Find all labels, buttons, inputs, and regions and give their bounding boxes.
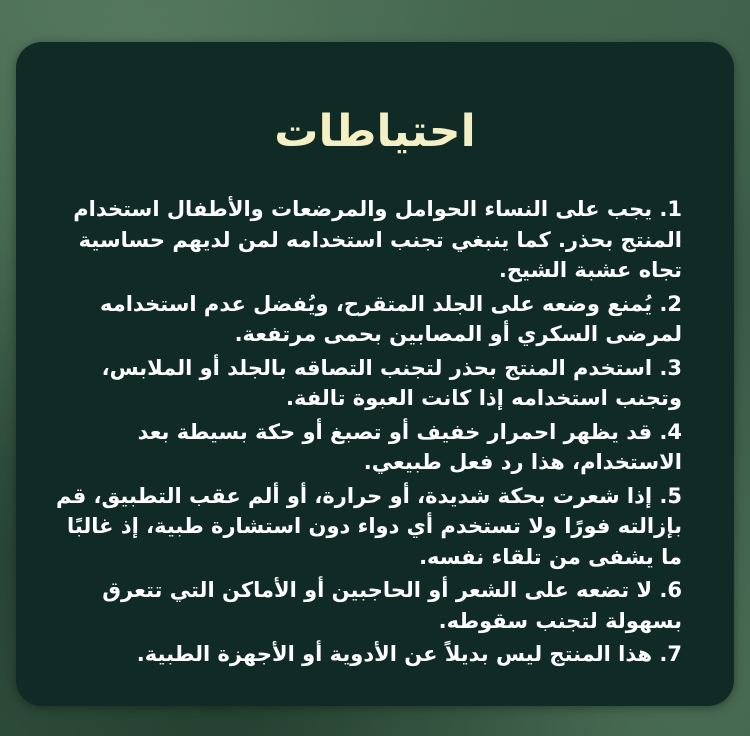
card-title: احتياطات bbox=[274, 106, 476, 157]
precaution-item-2: 2. يُمنع وضعه على الجلد المتقرح، ويُفضل عدم استخدامه لمرضى السكري أو المصابين بحمى مرتفعة. bbox=[100, 291, 682, 346]
precaution-item-5: 5. إذا شعرت بحكة شديدة، أو حرارة، أو ألم عقب التطبيق، قم بإزالته فورًا ولا تستخدم أي دواء دون استشارة طبية، إذ غالبًا ما يشفى من تلقاء نفسه. bbox=[56, 483, 682, 569]
precaution-item-4: 4. قد يظهر احمرار خفيف أو تصبغ أو حكة بسيطة بعد الاستخدام، هذا رد فعل طبيعي. bbox=[137, 419, 682, 474]
precaution-item-3: 3. استخدم المنتج بحذر لتجنب التصاقه بالجلد أو الملابس، وتجنب استخدامه إذا كانت العبوة تالفة. bbox=[101, 355, 682, 410]
precautions-list bbox=[38, 194, 712, 670]
precaution-item-7: 7. هذا المنتج ليس بديلاً عن الأدوية أو الأجهزة الطبية. bbox=[136, 642, 682, 666]
precaution-item-6: 6. لا تضعه على الشعر أو الحاجبين أو الأماكن التي تتعرق بسهولة لتجنب سقوطه. bbox=[102, 578, 682, 633]
precaution-item-1: 1. يجب على النساء الحوامل والمرضعات والأطفال استخدام المنتج بحذر. كما ينبغي تجنب استخدامه لمن لديهم حساسية تجاه عشبة الشيح. bbox=[73, 197, 682, 282]
precautions-card bbox=[16, 42, 734, 706]
